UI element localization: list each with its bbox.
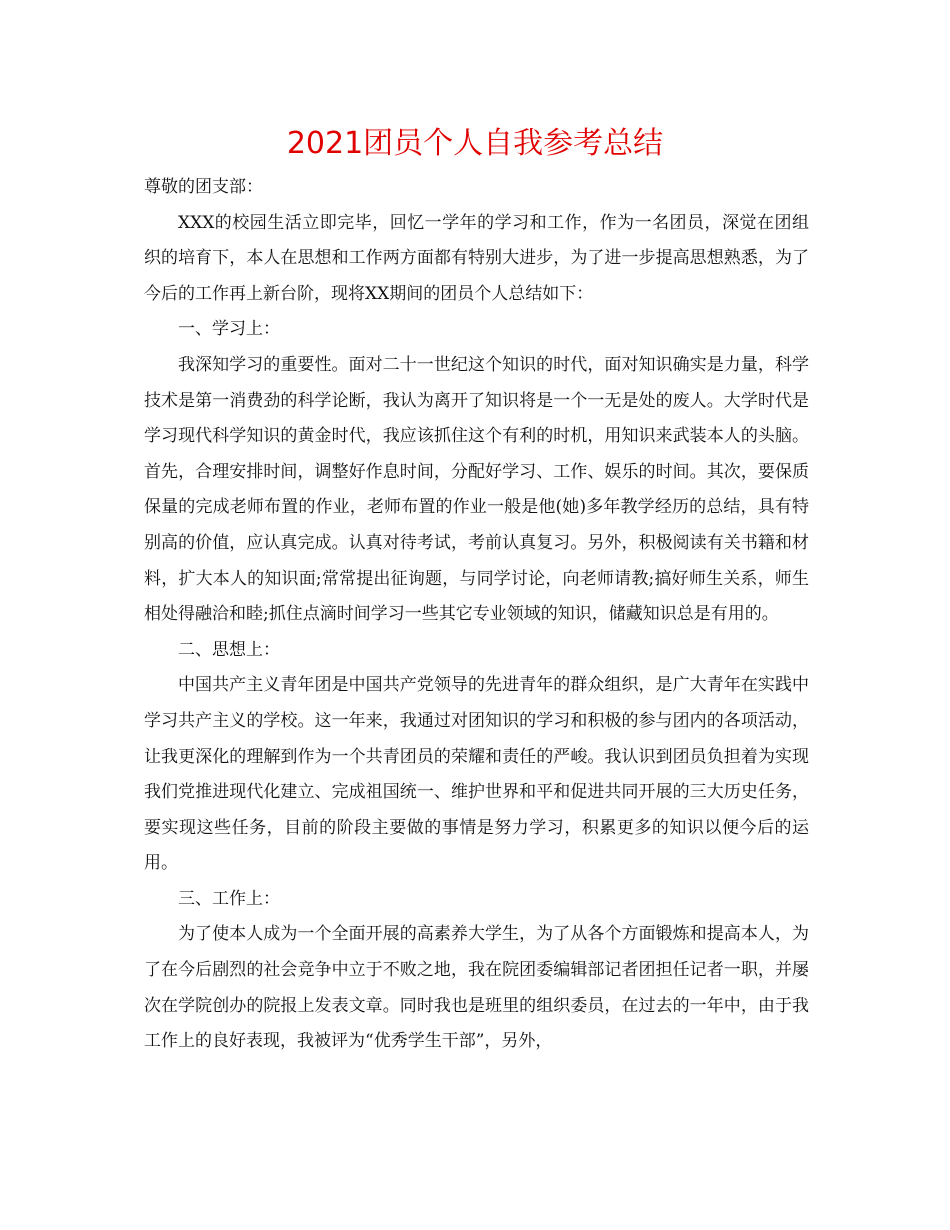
section-heading-thought: 二、思想上： [178,639,280,660]
section-heading-study: 一、学习上： [178,319,280,340]
intro-paragraph: XXX的校园生活立即完毕，回忆一学年的学习和工作，作为一名团员，深觉在团组织的培育下，本人在思想和工作两方面都有特别大进步，为了进一步提高思想熟悉，为了今后的工作再上新台阶，现将XX期间的团员个人总结如下： [144,212,809,304]
thought-paragraph: 中国共产主义青年团是中国共产党领导的先进青年的群众组织，是广大青年在实践中学习共产主义的学校。这一年来，我通过对团知识的学习和积极的参与团内的各项活动，让我更深化的理解到作为一个共青团员的荣耀和责任的严峻。我认识到团员负担着为实现我们党推进现代化建立、完成祖国统一、维护世界和平和促进共同开展的三大历史任务，要实现这些任务，目前的阶段主要做的事情是努力学习，积累更多的知识以便今后的运用。 [144,675,809,874]
document-title: 2021团员个人自我参考总结 [286,126,664,161]
document-body [144,170,809,1060]
section-heading-work: 三、工作上： [178,888,280,909]
salutation: 尊敬的团支部： [144,177,263,197]
work-paragraph: 为了使本人成为一个全面开展的高素养大学生，为了从各个方面锻炼和提高本人，为了在今后剧烈的社会竞争中立于不败之地，我在院团委编辑部记者团担任记者一职，并屡次在学院创办的院报上发表文章。同时我也是班里的组织委员，在过去的一年中，由于我工作上的良好表现，我被评为“优秀学生干部”，另外， [144,924,809,1052]
study-paragraph: 我深知学习的重要性。面对二十一世纪这个知识的时代，面对知识确实是力量，科学技术是第一消费劲的科学论断，我认为离开了知识将是一个一无是处的废人。大学时代是学习现代科学知识的黄金时代，我应该抓住这个有利的时机，用知识来武装本人的头脑。首先，合理安排时间，调整好作息时间，分配好学习、工作、娱乐的时间。其次，要保质保量的完成老师布置的作业，老师布置的作业一般是他(她)多年教学经历的总结，具有特别高的价值，应认真完成。认真对待考试，考前认真复习。另外，积极阅读有关书籍和材料，扩大本人的知识面;常常提出征询题，与同学讨论，向老师请教;搞好师生关系，师生相处得融洽和睦;抓住点滴时间学习一些其它专业领域的知识，储藏知识总是有用的。 [144,354,809,625]
